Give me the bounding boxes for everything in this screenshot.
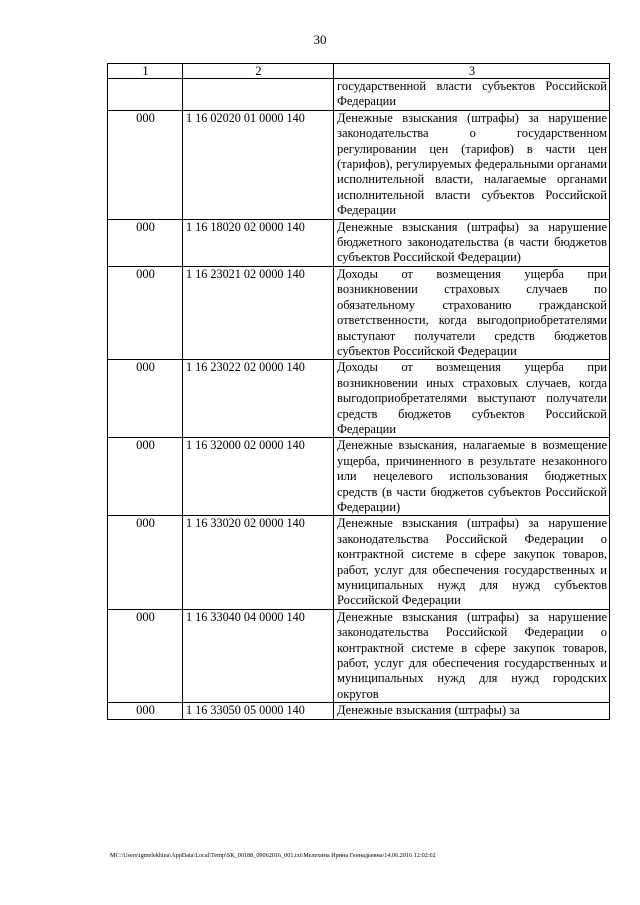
revenue-codes-table [107, 63, 610, 720]
table-row [108, 219, 610, 266]
description-cell: Доходы от возмещения ущерба при возникновении иных страховых случаев, когда выгодоприобретателями выступают получатели средств бюджетов субъектов Российской Федерации [334, 360, 610, 438]
table-row [108, 438, 610, 516]
admin-code-cell: 000 [108, 360, 183, 438]
table-row [108, 609, 610, 702]
admin-code-cell: 000 [108, 110, 183, 219]
description-cell: Доходы от возмещения ущерба при возникновении страховых случаев по обязательному страхованию гражданской ответственности, когда выгодоприобретателями выступают получатели средств бюджетов субъектов Российской Федерации [334, 266, 610, 359]
admin-code-cell [108, 79, 183, 111]
table-row [108, 266, 610, 359]
revenue-code-cell: 1 16 23021 02 0000 140 [183, 266, 334, 359]
table-row [108, 110, 610, 219]
table-row [108, 703, 610, 719]
table-row [108, 79, 610, 111]
description-cell: государственной власти субъектов Российской Федерации [334, 79, 610, 111]
revenue-code-cell: 1 16 23022 02 0000 140 [183, 360, 334, 438]
revenue-code-cell: 1 16 33040 04 0000 140 [183, 609, 334, 702]
admin-code-cell: 000 [108, 219, 183, 266]
column-header-3: 3 [334, 64, 610, 79]
admin-code-cell: 000 [108, 609, 183, 702]
description-cell: Денежные взыскания (штрафы) за нарушение законодательства о государственном регулировании цен (тарифов) в части цен (тарифов), регулируемых федеральными органами исполнительной власти, налагаемые органами исполнительной власти субъектов Российской Федерации [334, 110, 610, 219]
admin-code-cell: 000 [108, 438, 183, 516]
table-row [108, 516, 610, 609]
description-cell: Денежные взыскания (штрафы) за нарушение законодательства Российской Федерации о контрактной системе в сфере закупок товаров, работ, услуг для обеспечения государственных и муниципальных нужд для нужд городских округов [334, 609, 610, 702]
description-cell: Денежные взыскания (штрафы) за [334, 703, 610, 719]
admin-code-cell: 000 [108, 703, 183, 719]
table-header-row [108, 64, 610, 79]
page-number: 30 [313, 32, 327, 47]
table-row [108, 360, 610, 438]
revenue-code-cell: 1 16 33050 05 0000 140 [183, 703, 334, 719]
revenue-code-cell [183, 79, 334, 111]
admin-code-cell: 000 [108, 516, 183, 609]
column-header-1: 1 [108, 64, 183, 79]
revenue-code-cell: 1 16 33020 02 0000 140 [183, 516, 334, 609]
column-header-2: 2 [183, 64, 334, 79]
revenue-code-cell: 1 16 32000 02 0000 140 [183, 438, 334, 516]
file-path-footer: MC:\Users\igmelekhina\AppData\Local\Temp\SK_00188_09062016_001.txt\Мелехина Ирина Геннадьевна\14.06.2016 12:02:02 [110, 852, 436, 859]
admin-code-cell: 000 [108, 266, 183, 359]
description-cell: Денежные взыскания, налагаемые в возмещение ущерба, причиненного в результате незаконного или нецелевого использования бюджетных средств (в части бюджетов субъектов Российской Федерации) [334, 438, 610, 516]
revenue-code-cell: 1 16 02020 01 0000 140 [183, 110, 334, 219]
description-cell: Денежные взыскания (штрафы) за нарушение законодательства Российской Федерации о контрактной системе в сфере закупок товаров, работ, услуг для обеспечения государственных и муниципальных нужд для нужд субъектов Российской Федерации [334, 516, 610, 609]
revenue-code-cell: 1 16 18020 02 0000 140 [183, 219, 334, 266]
description-cell: Денежные взыскания (штрафы) за нарушение бюджетного законодательства (в части бюджетов субъектов Российской Федерации) [334, 219, 610, 266]
